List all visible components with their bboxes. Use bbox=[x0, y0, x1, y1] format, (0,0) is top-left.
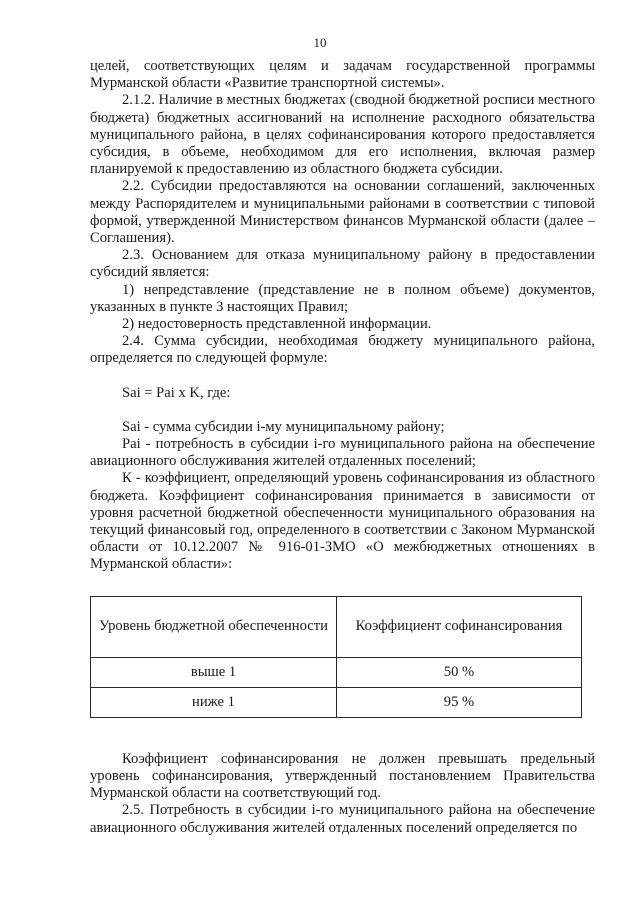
table-header-budget-level: Уровень бюджетной обеспеченности bbox=[91, 596, 337, 657]
document-body bbox=[90, 58, 595, 837]
table-row bbox=[91, 687, 582, 717]
table-header-coefficient: Коэффициент софинансирования bbox=[337, 596, 582, 657]
table-cell-level: ниже 1 bbox=[91, 687, 337, 717]
paragraph-2-2: 2.2. Субсидии предоставляются на основании соглашений, заключенных между Распорядителем и муниципальными районами в соответствии с типовой формой, утвержденной Министерством финансов Мурманской области (далее – Соглашения). bbox=[90, 178, 595, 247]
table-cell-coefficient: 95 % bbox=[337, 687, 582, 717]
table-header-row bbox=[91, 596, 582, 657]
definition-pai: Pai - потребность в субсидии i-го муниципального района на обеспечение авиационного обслуживания жителей отдаленных поселений; bbox=[90, 436, 595, 470]
paragraph-2-5: 2.5. Потребность в субсидии i-го муниципального района на обеспечение авиационного обслуживания жителей отдаленных поселений определяется по bbox=[90, 802, 595, 836]
table-row bbox=[91, 657, 582, 687]
formula: Sai = Pai x K, где: bbox=[122, 384, 231, 401]
paragraph-continuation: целей, соответствующих целям и задачам государственной программы Мурманской области «Развитие транспортной системы». bbox=[90, 58, 595, 92]
table-cell-level: выше 1 bbox=[91, 657, 337, 687]
definition-k: К - коэффициент, определяющий уровень софинансирования из областного бюджета. Коэффициент софинансирования принимается в зависимости от уровня расчетной бюджетной обеспеченности муниципального образования на текущий финансовый год, определенного в соответствии с Законом Мурманской области от 10.12.2007 № 916-01-ЗМО «О межбюджетных отношениях в Мурманской области»: bbox=[90, 470, 595, 573]
page-number: 10 bbox=[313, 35, 327, 50]
list-item-1: 1) непредставление (представление не в полном объеме) документов, указанных в пункте 3 настоящих Правил; bbox=[90, 281, 595, 315]
cofinancing-table bbox=[90, 596, 582, 718]
paragraph-2-3: 2.3. Основанием для отказа муниципальному району в предоставлении субсидий является: bbox=[90, 247, 595, 281]
paragraph-2-4: 2.4. Сумма субсидии, необходимая бюджету муниципального района, определяется по следующей формуле: bbox=[90, 333, 595, 367]
paragraph-limit: Коэффициент софинансирования не должен превышать предельный уровень софинансирования, утвержденный постановлением Правительства Мурманской области на соответствующий год. bbox=[90, 750, 595, 802]
table-cell-coefficient: 50 % bbox=[337, 657, 582, 687]
paragraph-2-1-2: 2.1.2. Наличие в местных бюджетах (сводной бюджетной росписи местного бюджета) бюджетных ассигнований на исполнение расходного обязательства муниципального района, в целях софинансирования которого предоставляется субсидия, в объеме, необходимом для его исполнения, включая размер планируемой к предоставлению из областного бюджета субсидии. bbox=[90, 92, 595, 178]
definition-sai: Sai - сумма субсидии i-му муниципальному району; bbox=[122, 418, 445, 435]
list-item-2: 2) недостоверность представленной информации. bbox=[122, 316, 432, 333]
